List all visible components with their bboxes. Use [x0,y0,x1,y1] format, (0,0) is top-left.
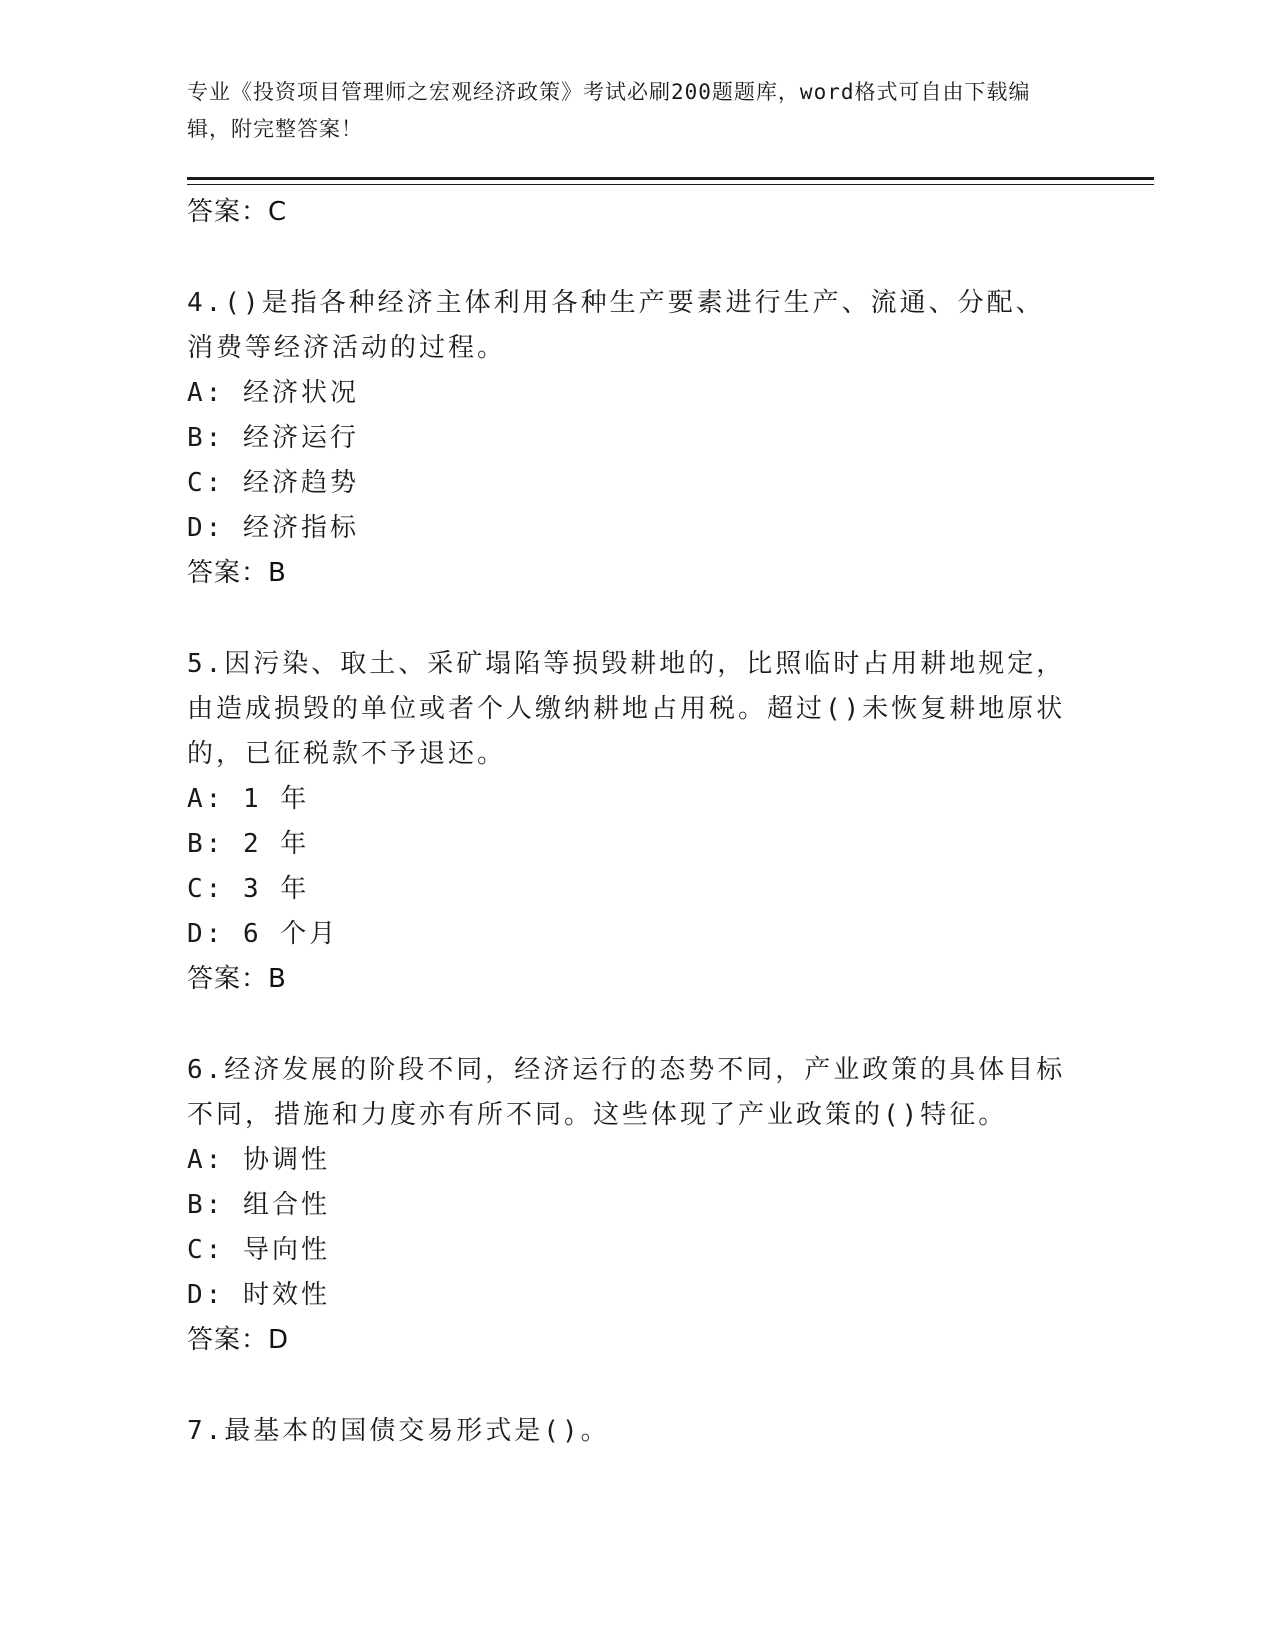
question-stem: 6.经济发展的阶段不同，经济运行的态势不同，产业政策的具体目标不同，措施和力度亦有所不同。这些体现了产业政策的()特征。 [187,1055,1066,1130]
answer-line: 答案：D [187,1325,290,1355]
question-stem: 4.()是指各种经济主体利用各种生产要素进行生产、流通、分配、消费等经济活动的过程。 [187,288,1045,363]
answer-line: 答案：B [187,558,287,588]
document-body [187,190,1067,1454]
option-a: A: 协调性 [187,1145,330,1175]
header-rule-thick [187,177,1154,180]
option-d: D: 6 个月 [187,919,339,949]
option-b: B: 经济运行 [187,423,359,453]
option-a: A: 经济状况 [187,378,359,408]
option-d: D: 时效性 [187,1280,330,1310]
option-c: C: 3 年 [187,874,310,904]
option-d: D: 经济指标 [187,513,359,543]
question-stem: 7.最基本的国债交易形式是()。 [187,1416,610,1446]
answer-line: 答案：B [187,964,287,994]
page-header: 专业《投资项目管理师之宏观经济政策》考试必刷200题题库，word格式可自由下载编辑，附完整答案！ [187,80,1031,141]
option-a: A: 1 年 [187,784,310,814]
option-b: B: 2 年 [187,829,310,859]
question-block [187,642,1067,1001]
header-rule-thin [187,184,1154,185]
question-stem: 5.因污染、取土、采矿塌陷等损毁耕地的，比照临时占用耕地规定，由造成损毁的单位或者个人缴纳耕地占用税。超过()未恢复耕地原状的，已征税款不予退还。 [187,649,1066,769]
question-block [187,1048,1067,1362]
question-block [187,281,1067,595]
option-c: C: 经济趋势 [187,468,359,498]
option-b: B: 组合性 [187,1190,330,1220]
option-c: C: 导向性 [187,1235,330,1265]
question-block [187,1409,1067,1454]
answer-line: 答案：C [187,197,288,227]
